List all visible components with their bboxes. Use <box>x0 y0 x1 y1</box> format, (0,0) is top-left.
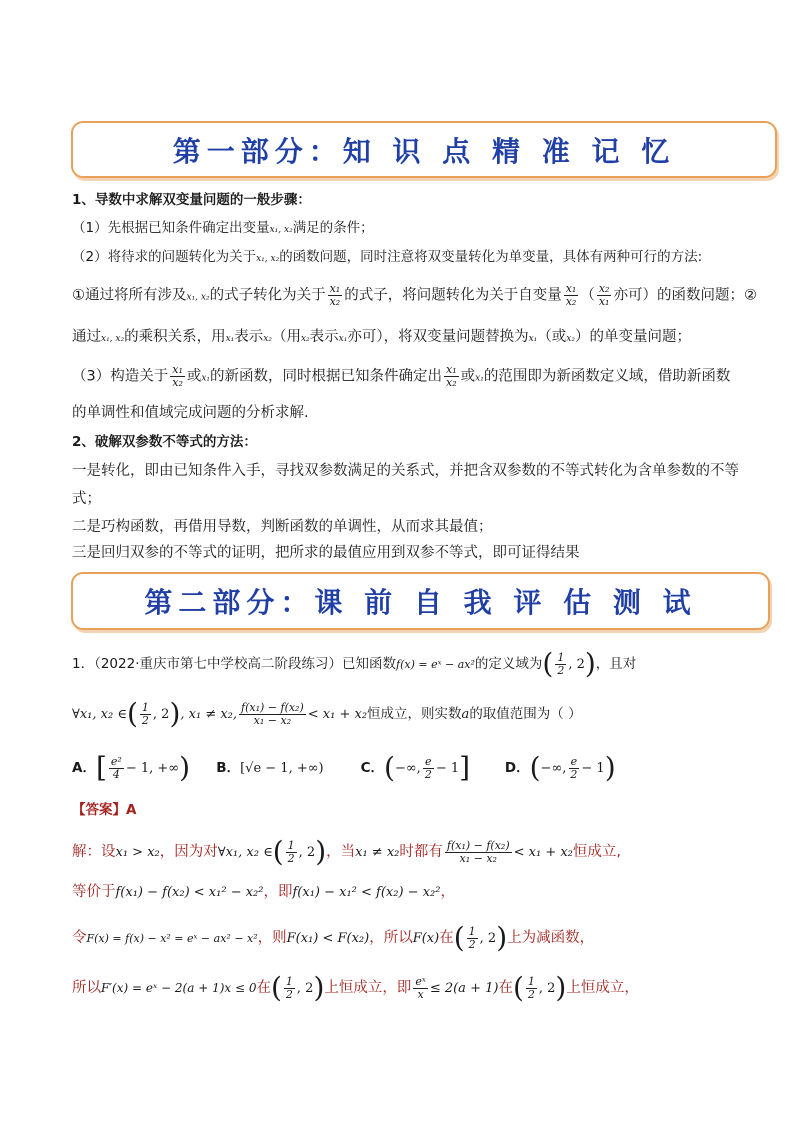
step3-line2: 的单调性和值域完成问题的分析求解. <box>72 405 309 421</box>
q1-inequality: < x₁ + x₂ <box>307 707 368 722</box>
method1-line <box>72 283 757 308</box>
q1-function: f(x) = eˣ − ax² <box>396 658 475 671</box>
option-c: C．(−∞, $\frac{e}{2}$ − 1] <box>360 751 471 784</box>
m2-x2: x₂ <box>263 334 272 344</box>
fraction-x1-x2: $\frac{\text{x₁}}{\text{x₂}}$ <box>446 363 457 389</box>
step2-text-b: 的函数问题，同时注意将双变量转化为单变量，具体有两种可行的方法: <box>279 249 703 265</box>
part1-title: 第一部分：知 识 点 精 准 记 忆 <box>172 134 676 168</box>
step1-text-a: （1）先根据已知条件确定出变量 <box>72 220 270 236</box>
m1-text-d: （ <box>580 287 595 304</box>
fraction-difference-quotient: $\frac{\text{f(x₁) − f(x₂)}}{\text{x₁ − x₂}}$ <box>241 700 304 727</box>
part2-title: 第二部分：课 前 自 我 评 估 测 试 <box>144 586 697 619</box>
m1-text-e: 亦可）的函数问题；② <box>613 287 757 304</box>
part1-banner <box>71 121 777 178</box>
m1-text-b: 的式子转化为关于 <box>209 287 326 304</box>
solution-line2: 等价于f(x₁) − f(x₂) < x₁² − x₂²，即f(x₁) − x₁² < f(x₂) − x₂²， <box>72 884 455 900</box>
solution-line1: 解：设x₁ > x₂，因为对∀x₁, x₂ ∈( $\frac{1}{2}$ , 2)，当x₁ ≠ x₂时都有 $\frac{\text{f(x₁) − f(x₂)}}{\text{x₁ − x₂}}$ < x₁ + x₂恒成立, <box>72 835 622 868</box>
q1-condition: ∀x₁, x₂ ∈ <box>72 707 127 722</box>
question1-line1: 1．（2022·重庆市第七中学校高二阶段练习）已知函数f(x) = eˣ − ax²的定义域为( $\frac{1}{2}$ , 2)，且对 <box>72 647 637 680</box>
fraction-half: $\frac{1}{2}$ <box>141 700 149 727</box>
fraction-half: $\frac{1}{2}$ <box>557 650 565 677</box>
section2-title: 2、破解双参数不等式的方法： <box>72 434 257 450</box>
m2-vars: x₁, x₂ <box>101 334 125 344</box>
step3-text-a: （3）构造关于 <box>72 368 169 385</box>
option-a: A．[ $\frac{\text{e²}}{4}$ − 1, +∞) <box>72 751 191 784</box>
section2-line2: 式； <box>72 491 101 507</box>
step1-vars: x₁, x₂ <box>269 225 293 235</box>
answer-label: 【答案】A <box>72 802 137 818</box>
section2-line3: 二是巧构函数，再借用导数，判断函数的单调性，从而求其最值； <box>72 519 493 535</box>
section2-line4: 三是回归双参的不等式的证明，把所求的最值应用到双参不等式，即可证得结果 <box>72 545 580 561</box>
solution-line4: 所以F′(x) = eˣ − 2(a + 1)x ≤ 0在( $\frac{1}{2}$ , 2)上恒成立，即 $\frac{\text{eˣ}}{x}$ ≤ 2(a + 1)在( $\frac{1}{2}$ , 2)上恒成立， <box>72 971 639 1004</box>
step3-text-c: 的新函数，同时根据已知条件确定出 <box>210 368 443 385</box>
m2-x2: x₂ <box>566 334 575 344</box>
step2-line <box>72 247 702 269</box>
option-b: B．[√e − 1, +∞) <box>216 760 324 776</box>
part2-banner <box>71 572 770 630</box>
step3-text-e: 的范围即为新函数定义域，借助新函数 <box>483 368 731 385</box>
m2-x1: x₁ <box>225 334 235 344</box>
q1-condition2: , x₁ ≠ x₂, <box>180 707 238 722</box>
question1-line2: ∀x₁, x₂ ∈( $\frac{1}{2}$ , 2), x₁ ≠ x₂, $\frac{\text{f(x₁) − f(x₂)}}{\text{x₁ − x₂}}$ < x₁ + x₂恒成立，则实数a的取值范围为（ ） <box>72 697 582 730</box>
m2-text-e: 表示 <box>309 329 339 345</box>
step2-text-a: （2）将待求的问题转化为关于 <box>72 249 257 265</box>
m1-text-c: 的式子，将问题转化为关于自变量 <box>344 287 562 304</box>
m2-text-d: （用 <box>271 329 301 345</box>
q1-var-a: a <box>461 707 470 722</box>
q1-text-e: 的取值范围为（ ） <box>469 706 582 722</box>
step1-line <box>72 218 374 240</box>
step3-x1: x₁ <box>201 373 211 384</box>
fraction-x1-x2: $\frac{\text{x₁}}{\text{x₂}}$ <box>329 282 341 308</box>
q1-text-a: 1．（2022·重庆市第七中学校高二阶段练习）已知函数 <box>72 656 396 672</box>
q1-text-c: ，且对 <box>595 656 637 672</box>
m2-x1: x₁ <box>338 334 348 344</box>
answer-options <box>72 751 722 784</box>
fraction-x1-x2: $\frac{\text{x₁}}{\text{x₂}}$ <box>565 282 577 308</box>
m2-x2: x₂ <box>300 334 310 344</box>
solution-line3: 令F(x) = f(x) − x² = eˣ − ax² − x²，则F(x₁) < F(x₂)，所以F(x)在( $\frac{1}{2}$ , 2)上为减函数， <box>72 921 595 954</box>
step3-text-d: 或 <box>460 368 476 385</box>
m2-text-g: （或 <box>537 329 567 345</box>
m2-text-c: 表示 <box>234 329 264 345</box>
section1-title: 1、导数中求解双变量问题的一般步骤： <box>72 192 311 208</box>
m1-vars: x₁, x₂ <box>186 292 210 303</box>
m2-text-b: 的乘积关系，用 <box>124 329 226 345</box>
step2-vars: x₁, x₂ <box>256 254 280 264</box>
m2-text-a: 通过 <box>72 329 101 345</box>
q1-text-d: 恒成立，则实数 <box>367 706 462 722</box>
m2-text-h: ）的单变量问题； <box>574 329 691 345</box>
m1-text-a: ①通过将所有涉及 <box>72 287 187 304</box>
option-d: D．(−∞, $\frac{e}{2}$ − 1) <box>504 751 616 784</box>
section2-line1: 一是转化，即由已知条件入手，寻找双参数满足的关系式，并把含双参数的不等式转化为含单参数的不等 <box>72 463 739 479</box>
m2-text-f: 亦可），将双变量问题替换为 <box>347 329 529 345</box>
fraction-x2-x1: $\frac{\text{x₂}}{\text{x₁}}$ <box>598 282 610 308</box>
step1-text-b: 满足的条件； <box>292 220 374 236</box>
step3-line <box>72 364 730 389</box>
step3-x1: x₁ <box>475 373 484 384</box>
method2-line <box>72 327 691 349</box>
m2-x1: x₁ <box>528 334 538 344</box>
fraction-x1-x2: $\frac{\text{x₁}}{\text{x₂}}$ <box>172 363 183 389</box>
q1-text-b: 的定义域为 <box>474 656 543 672</box>
step3-text-b: 或 <box>186 368 202 385</box>
